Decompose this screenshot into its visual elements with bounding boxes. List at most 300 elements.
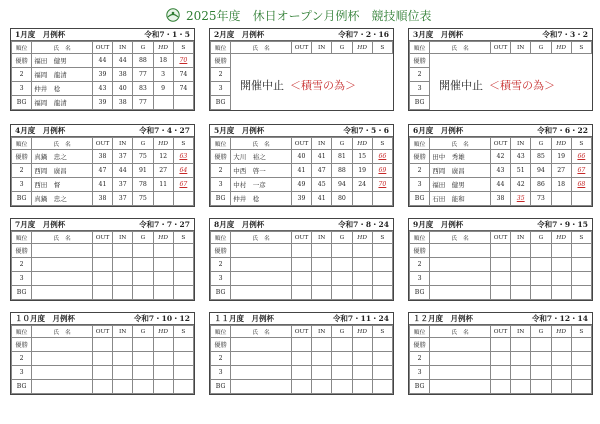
results-table xyxy=(210,41,393,110)
column-header: OUT xyxy=(490,326,510,338)
table-row xyxy=(410,272,592,286)
gross-score xyxy=(531,286,551,300)
table-row xyxy=(410,244,592,258)
month-card xyxy=(10,218,195,301)
out-score xyxy=(92,286,112,300)
card-header xyxy=(11,313,194,325)
handicap xyxy=(352,352,372,366)
gross-score xyxy=(133,258,153,272)
gross-score: 94 xyxy=(531,164,551,178)
month-card xyxy=(408,218,593,301)
player-name xyxy=(430,258,491,272)
rank-cell: 3 xyxy=(12,366,32,380)
column-header: G xyxy=(332,138,352,150)
out-score xyxy=(490,96,510,110)
in-score: 51 xyxy=(511,164,531,178)
results-table xyxy=(11,325,194,394)
column-header: 氏 名 xyxy=(430,42,491,54)
player-name xyxy=(430,286,491,300)
gross-score: 88 xyxy=(133,54,153,68)
in-score xyxy=(113,352,133,366)
out-score xyxy=(92,258,112,272)
player-name: 西岡 廣昌 xyxy=(32,164,93,178)
handicap xyxy=(352,272,372,286)
column-header: HD xyxy=(153,138,173,150)
results-table xyxy=(409,137,592,206)
out-score xyxy=(490,352,510,366)
handicap xyxy=(352,244,372,258)
column-header: S xyxy=(571,326,591,338)
handicap xyxy=(551,272,571,286)
gross-score xyxy=(332,380,352,394)
handicap: 15 xyxy=(352,150,372,164)
rank-cell: 優勝 xyxy=(410,338,430,352)
handicap xyxy=(551,192,571,206)
card-header xyxy=(210,313,393,325)
handicap: 9 xyxy=(153,82,173,96)
rank-cell: 2 xyxy=(211,258,231,272)
rank-cell: 優勝 xyxy=(211,338,231,352)
out-score xyxy=(490,338,510,352)
player-name: 真鍋 忠之 xyxy=(32,192,93,206)
handicap xyxy=(551,366,571,380)
player-name: 仲井 稔 xyxy=(32,82,93,96)
gross-score xyxy=(332,258,352,272)
table-row xyxy=(410,366,592,380)
table-row xyxy=(211,258,393,272)
rank-cell: BG xyxy=(410,286,430,300)
handicap: 24 xyxy=(352,178,372,192)
gross-score xyxy=(531,352,551,366)
gross-score: 88 xyxy=(332,164,352,178)
rank-cell: 優勝 xyxy=(211,54,231,68)
title-year: 2025年度 xyxy=(186,9,241,23)
column-header: G xyxy=(133,42,153,54)
column-header: IN xyxy=(511,232,531,244)
handicap: 11 xyxy=(153,178,173,192)
out-score xyxy=(92,352,112,366)
out-score: 38 xyxy=(490,192,510,206)
column-header: S xyxy=(571,232,591,244)
table-row xyxy=(12,150,194,164)
column-header: OUT xyxy=(92,138,112,150)
net-score: 74 xyxy=(173,82,193,96)
column-header: HD xyxy=(551,138,571,150)
table-row xyxy=(410,258,592,272)
out-score: 39 xyxy=(92,68,112,82)
player-name xyxy=(32,338,93,352)
column-header: OUT xyxy=(291,42,311,54)
month-card xyxy=(10,28,195,111)
table-row xyxy=(12,272,194,286)
player-name xyxy=(231,352,292,366)
table-row xyxy=(211,380,393,394)
results-table xyxy=(11,231,194,300)
net-score xyxy=(372,366,392,380)
handicap xyxy=(352,338,372,352)
column-header: 氏 名 xyxy=(231,42,292,54)
column-header: IN xyxy=(113,326,133,338)
out-score xyxy=(490,380,510,394)
column-header: OUT xyxy=(490,138,510,150)
in-score xyxy=(113,258,133,272)
player-name xyxy=(32,258,93,272)
player-name: 福岡 龍清 xyxy=(32,96,93,110)
table-row xyxy=(410,380,592,394)
results-table xyxy=(11,41,194,110)
net-score xyxy=(372,96,392,110)
in-score: 38 xyxy=(113,96,133,110)
table-row xyxy=(12,286,194,300)
in-score: 43 xyxy=(511,150,531,164)
handicap xyxy=(352,380,372,394)
event-date: 令和7・11・24 xyxy=(332,314,389,323)
out-score: 40 xyxy=(291,150,311,164)
month-label: １２月度 月例杯 xyxy=(413,314,473,323)
handicap xyxy=(352,366,372,380)
rank-cell: 3 xyxy=(211,272,231,286)
out-score: 43 xyxy=(92,82,112,96)
event-date: 令和7・5・6 xyxy=(343,126,389,135)
out-score xyxy=(490,286,510,300)
player-name: 中村 一彦 xyxy=(231,178,292,192)
player-name xyxy=(231,258,292,272)
month-label: 7月度 月例杯 xyxy=(15,220,66,229)
column-header: 順位 xyxy=(410,232,430,244)
out-score xyxy=(291,96,311,110)
month-label: 4月度 月例杯 xyxy=(15,126,66,135)
player-name xyxy=(430,244,491,258)
handicap: 18 xyxy=(153,54,173,68)
rank-cell: 2 xyxy=(12,352,32,366)
results-table xyxy=(409,231,592,300)
in-score: 37 xyxy=(113,150,133,164)
player-name: 西岡 廣昌 xyxy=(430,164,491,178)
handicap xyxy=(153,96,173,110)
table-row xyxy=(211,366,393,380)
column-header: G xyxy=(133,326,153,338)
rank-cell: BG xyxy=(211,96,231,110)
table-row xyxy=(211,164,393,178)
month-card xyxy=(408,124,593,207)
column-header: OUT xyxy=(490,42,510,54)
net-score: 69 xyxy=(372,164,392,178)
rank-cell: 3 xyxy=(410,178,430,192)
column-header: HD xyxy=(551,42,571,54)
column-header: IN xyxy=(312,138,332,150)
table-row xyxy=(211,54,393,68)
gross-score xyxy=(332,272,352,286)
rank-cell: 2 xyxy=(211,352,231,366)
column-header: OUT xyxy=(92,326,112,338)
cancel-text: 開催中止 xyxy=(240,79,284,92)
results-table xyxy=(11,137,194,206)
event-date: 令和7・9・15 xyxy=(537,220,588,229)
player-name xyxy=(231,96,292,110)
net-score xyxy=(571,68,591,82)
month-label: 3月度 月例杯 xyxy=(413,30,464,39)
column-header: 順位 xyxy=(410,326,430,338)
out-score xyxy=(490,272,510,286)
event-date: 令和7・3・2 xyxy=(542,30,588,39)
net-score xyxy=(372,192,392,206)
table-row xyxy=(12,338,194,352)
table-row xyxy=(410,96,592,110)
rank-cell: 3 xyxy=(211,178,231,192)
column-header: 氏 名 xyxy=(32,42,93,54)
column-header: S xyxy=(571,42,591,54)
column-header: 順位 xyxy=(410,42,430,54)
net-score: 63 xyxy=(173,150,193,164)
player-name: 福田 健男 xyxy=(32,54,93,68)
table-row xyxy=(410,164,592,178)
gross-score: 77 xyxy=(133,96,153,110)
player-name xyxy=(32,366,93,380)
rank-cell: 2 xyxy=(410,68,430,82)
handicap xyxy=(153,244,173,258)
month-label: 6月度 月例杯 xyxy=(413,126,464,135)
gross-score: 86 xyxy=(531,178,551,192)
out-score xyxy=(291,272,311,286)
cancel-reason: ＜積雪の為＞ xyxy=(489,79,555,92)
month-card xyxy=(10,312,195,395)
player-name xyxy=(231,244,292,258)
month-label: 9月度 月例杯 xyxy=(413,220,464,229)
gross-score xyxy=(531,380,551,394)
net-score xyxy=(173,366,193,380)
in-score: 44 xyxy=(113,54,133,68)
player-name: 福岡 龍清 xyxy=(32,68,93,82)
event-date: 令和7・12・14 xyxy=(531,314,588,323)
rank-cell: 優勝 xyxy=(410,244,430,258)
player-name: 中西 啓一 xyxy=(231,164,292,178)
column-header: OUT xyxy=(92,42,112,54)
rank-cell: BG xyxy=(12,96,32,110)
net-score: 68 xyxy=(571,178,591,192)
month-label: １０月度 月例杯 xyxy=(15,314,75,323)
in-score: 44 xyxy=(113,164,133,178)
column-header: HD xyxy=(352,326,372,338)
gross-score: 77 xyxy=(133,68,153,82)
column-header: G xyxy=(133,138,153,150)
in-score xyxy=(113,338,133,352)
net-score xyxy=(173,286,193,300)
club-logo-icon xyxy=(166,8,180,22)
column-header: G xyxy=(332,326,352,338)
out-score xyxy=(291,380,311,394)
column-header: G xyxy=(133,232,153,244)
table-row xyxy=(410,286,592,300)
in-score xyxy=(312,258,332,272)
in-score: 37 xyxy=(113,192,133,206)
handicap xyxy=(551,54,571,68)
table-row xyxy=(211,178,393,192)
table-row xyxy=(12,164,194,178)
column-header: 氏 名 xyxy=(430,138,491,150)
player-name: 石田 能和 xyxy=(430,192,491,206)
net-score: 70 xyxy=(173,54,193,68)
out-score xyxy=(92,244,112,258)
rank-cell: 優勝 xyxy=(410,54,430,68)
rank-cell: 3 xyxy=(12,272,32,286)
gross-score: 80 xyxy=(332,192,352,206)
in-score xyxy=(113,380,133,394)
net-score xyxy=(372,338,392,352)
gross-score: 91 xyxy=(133,164,153,178)
month-card xyxy=(408,28,593,111)
player-name xyxy=(430,366,491,380)
column-header: S xyxy=(173,138,193,150)
column-header: IN xyxy=(113,42,133,54)
cancel-notice xyxy=(240,77,356,93)
net-score xyxy=(372,352,392,366)
handicap: 18 xyxy=(551,178,571,192)
net-score xyxy=(571,258,591,272)
out-score xyxy=(291,258,311,272)
out-score xyxy=(490,366,510,380)
column-header: G xyxy=(531,326,551,338)
table-row xyxy=(12,244,194,258)
column-header: G xyxy=(332,232,352,244)
rank-cell: BG xyxy=(211,192,231,206)
net-score xyxy=(571,272,591,286)
rank-cell: 優勝 xyxy=(12,244,32,258)
in-score xyxy=(312,272,332,286)
column-header: HD xyxy=(153,326,173,338)
column-header: 順位 xyxy=(410,138,430,150)
rank-cell: BG xyxy=(410,380,430,394)
card-header xyxy=(11,125,194,137)
in-score: 42 xyxy=(511,178,531,192)
card-header xyxy=(11,219,194,231)
handicap: 27 xyxy=(153,164,173,178)
net-score xyxy=(571,82,591,96)
gross-score xyxy=(332,286,352,300)
rank-cell: 3 xyxy=(12,82,32,96)
column-header: 順位 xyxy=(12,326,32,338)
column-header: IN xyxy=(312,42,332,54)
table-row xyxy=(12,258,194,272)
in-score xyxy=(312,286,332,300)
out-score xyxy=(291,352,311,366)
player-name xyxy=(32,244,93,258)
column-header: 順位 xyxy=(12,138,32,150)
gross-score xyxy=(531,272,551,286)
in-score xyxy=(511,380,531,394)
in-score xyxy=(312,244,332,258)
month-card xyxy=(10,124,195,207)
in-score xyxy=(511,352,531,366)
month-card xyxy=(209,124,394,207)
column-header: HD xyxy=(352,138,372,150)
gross-score xyxy=(531,96,551,110)
net-score xyxy=(173,192,193,206)
in-score: 38 xyxy=(113,68,133,82)
card-header xyxy=(409,219,592,231)
player-name xyxy=(231,54,292,68)
in-score: 40 xyxy=(113,82,133,96)
gross-score: 85 xyxy=(531,150,551,164)
column-header: IN xyxy=(511,138,531,150)
rank-cell: 優勝 xyxy=(211,150,231,164)
event-date: 令和7・7・27 xyxy=(139,220,190,229)
handicap xyxy=(153,272,173,286)
gross-score xyxy=(133,286,153,300)
column-header: 氏 名 xyxy=(231,232,292,244)
handicap xyxy=(551,338,571,352)
column-header: OUT xyxy=(92,232,112,244)
column-header: 順位 xyxy=(211,232,231,244)
table-row xyxy=(211,150,393,164)
player-name: 田中 秀雄 xyxy=(430,150,491,164)
net-score: 67 xyxy=(173,178,193,192)
table-row xyxy=(211,286,393,300)
gross-score xyxy=(133,244,153,258)
player-name: 福田 健男 xyxy=(430,178,491,192)
player-name xyxy=(32,286,93,300)
month-label: 8月度 月例杯 xyxy=(214,220,265,229)
out-score xyxy=(490,54,510,68)
page-title xyxy=(186,7,432,24)
gross-score: 78 xyxy=(133,178,153,192)
gross-score: 94 xyxy=(332,178,352,192)
out-score: 38 xyxy=(92,150,112,164)
net-score xyxy=(571,192,591,206)
handicap xyxy=(153,380,173,394)
table-row xyxy=(410,338,592,352)
player-name xyxy=(430,352,491,366)
table-row xyxy=(12,96,194,110)
column-header: 氏 名 xyxy=(32,232,93,244)
event-date: 令和7・2・16 xyxy=(338,30,389,39)
in-score xyxy=(511,96,531,110)
month-label: 2月度 月例杯 xyxy=(214,30,265,39)
handicap: 27 xyxy=(551,164,571,178)
rank-cell: BG xyxy=(211,380,231,394)
month-card xyxy=(209,312,394,395)
column-header: 氏 名 xyxy=(231,138,292,150)
rank-cell: 3 xyxy=(211,366,231,380)
column-header: 順位 xyxy=(12,42,32,54)
handicap xyxy=(551,244,571,258)
out-score xyxy=(291,54,311,68)
rank-cell: 3 xyxy=(410,82,430,96)
gross-score: 83 xyxy=(133,82,153,96)
in-score: 35 xyxy=(511,192,531,206)
column-header: S xyxy=(173,42,193,54)
net-score xyxy=(571,286,591,300)
in-score xyxy=(511,258,531,272)
gross-score xyxy=(133,272,153,286)
table-row xyxy=(12,380,194,394)
column-header: S xyxy=(372,326,392,338)
out-score: 49 xyxy=(291,178,311,192)
column-header: HD xyxy=(551,232,571,244)
column-header: 順位 xyxy=(211,326,231,338)
column-header: S xyxy=(173,326,193,338)
table-row xyxy=(211,352,393,366)
table-row xyxy=(12,68,194,82)
player-name xyxy=(430,54,491,68)
rank-cell: BG xyxy=(12,192,32,206)
player-name xyxy=(231,380,292,394)
net-score: 66 xyxy=(372,150,392,164)
gross-score: 75 xyxy=(133,192,153,206)
in-score: 45 xyxy=(312,178,332,192)
net-score: 64 xyxy=(173,164,193,178)
handicap xyxy=(551,286,571,300)
column-header: IN xyxy=(113,138,133,150)
